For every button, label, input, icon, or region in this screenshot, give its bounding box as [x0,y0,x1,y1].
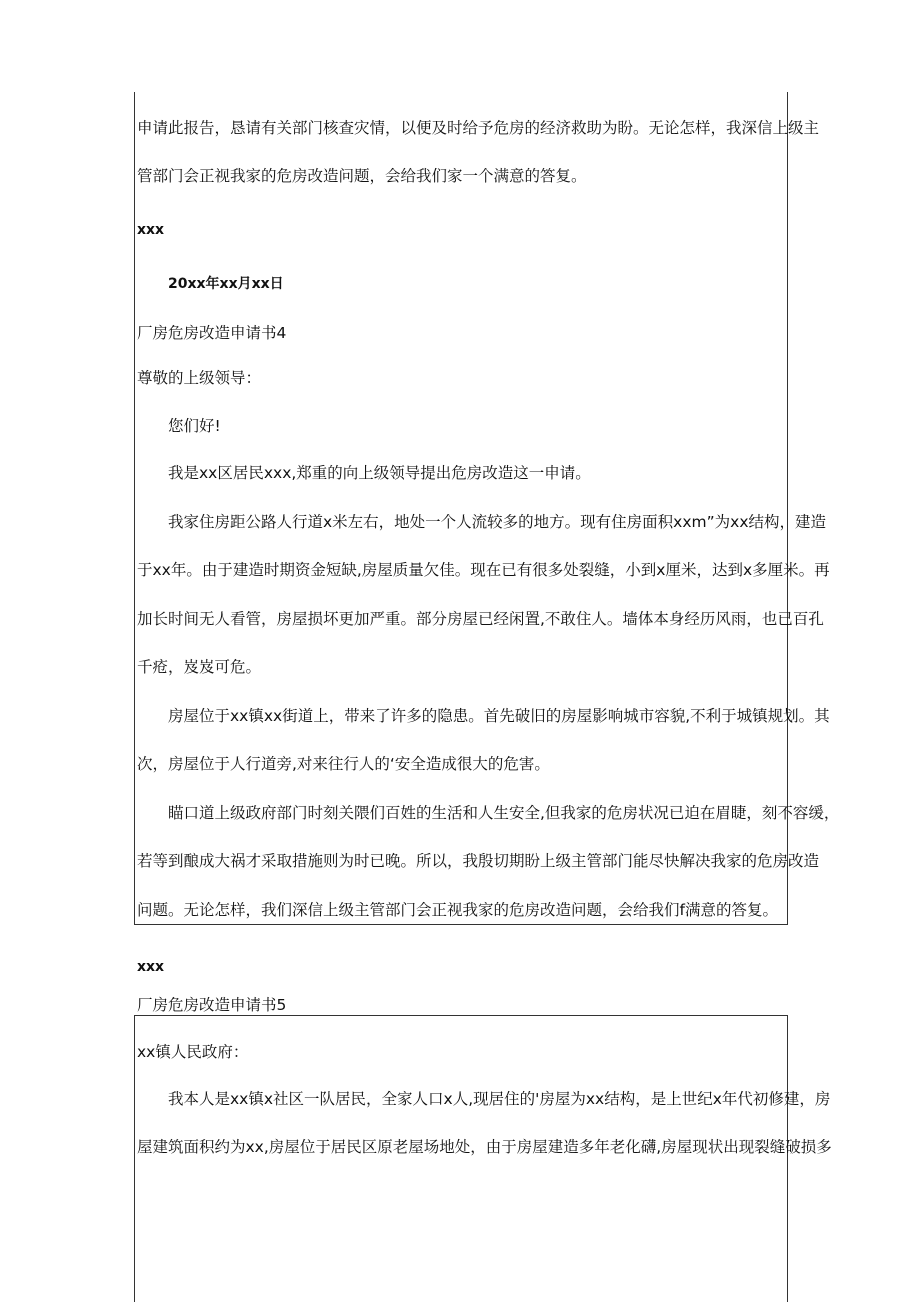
paragraph-line: 若等到酿成大祸才采取措施则为时已晚。所以，我殷切期盼上级主管部门能尽快解决我家的危房改造 [137,852,820,870]
salutation: 尊敬的上级领导： [137,369,262,387]
paragraph-line: 千疮，岌岌可危。 [137,658,262,676]
paragraph-line: 瞄口道上级政府部门时刻关隈们百姓的生活和人生安全,但我家的危房状况已迫在眉睫，刻不容缓， [168,804,840,822]
paragraph-line: 我是xx区居民xxx,郑重的向上级领导提出危房改造这一申请。 [168,464,591,482]
paragraph-line: 加长时间无人看管，房屋损坏更加严重。部分房屋已经闲置,不敢住人。墙体本身经历风雨，也已百孔 [137,610,824,628]
salutation: xx镇人民政府： [137,1043,249,1061]
page-frame-1 [134,92,840,925]
signer: xxx [137,222,165,238]
greeting: 您们好! [168,417,221,435]
paragraph-line: 我家住房距公路人行道x米左右，地处一个人流较多的地方。现有住房面积xxm”为xx结构，建造 [168,513,826,531]
paragraph-line: 屋建筑面积约为xx,房屋位于居民区原老屋场地处，由于房屋建造多年老化礴,房屋现状出现裂缝破损多 [137,1138,832,1156]
date: 20xx年xx月xx日 [168,276,284,292]
section-title: 厂房危房改造申请书5 [137,996,287,1014]
paragraph-line: 房屋位于xx镇xx街道上，带来了许多的隐患。首先破旧的房屋影响城市容貌,不利于城镇规划。其 [168,707,830,725]
paragraph-line: 问题。无论怎样，我们深信上级主管部门会正视我家的危房改造问题，会给我们f满意的答复。 [137,901,778,919]
signer: xxx [137,959,165,975]
paragraph-line: 我本人是xx镇x社区一队居民，全家人口x人,现居住的'房屋为xx结构，是上世纪x年代初修建，房 [168,1090,831,1108]
paragraph-line: 于xx年。由于建造时期资金短缺,房屋质量欠佳。现在已有很多处裂缝，小到x厘米，达到x多厘米。再 [137,561,830,579]
section-title: 厂房危房改造申请书4 [137,324,287,342]
paragraph-line: 次，房屋位于人行道旁,对来往行人的‘安全造成很大的危害。 [137,755,550,773]
paragraph-line: 管部门会正视我家的危房改造问题，会给我们家一个满意的答复。 [137,167,587,185]
paragraph-line: 申请此报告，恳请有关部门核查灾情，以便及时给予危房的经济救助为盼。无论怎样，我深信上级主 [137,119,820,137]
